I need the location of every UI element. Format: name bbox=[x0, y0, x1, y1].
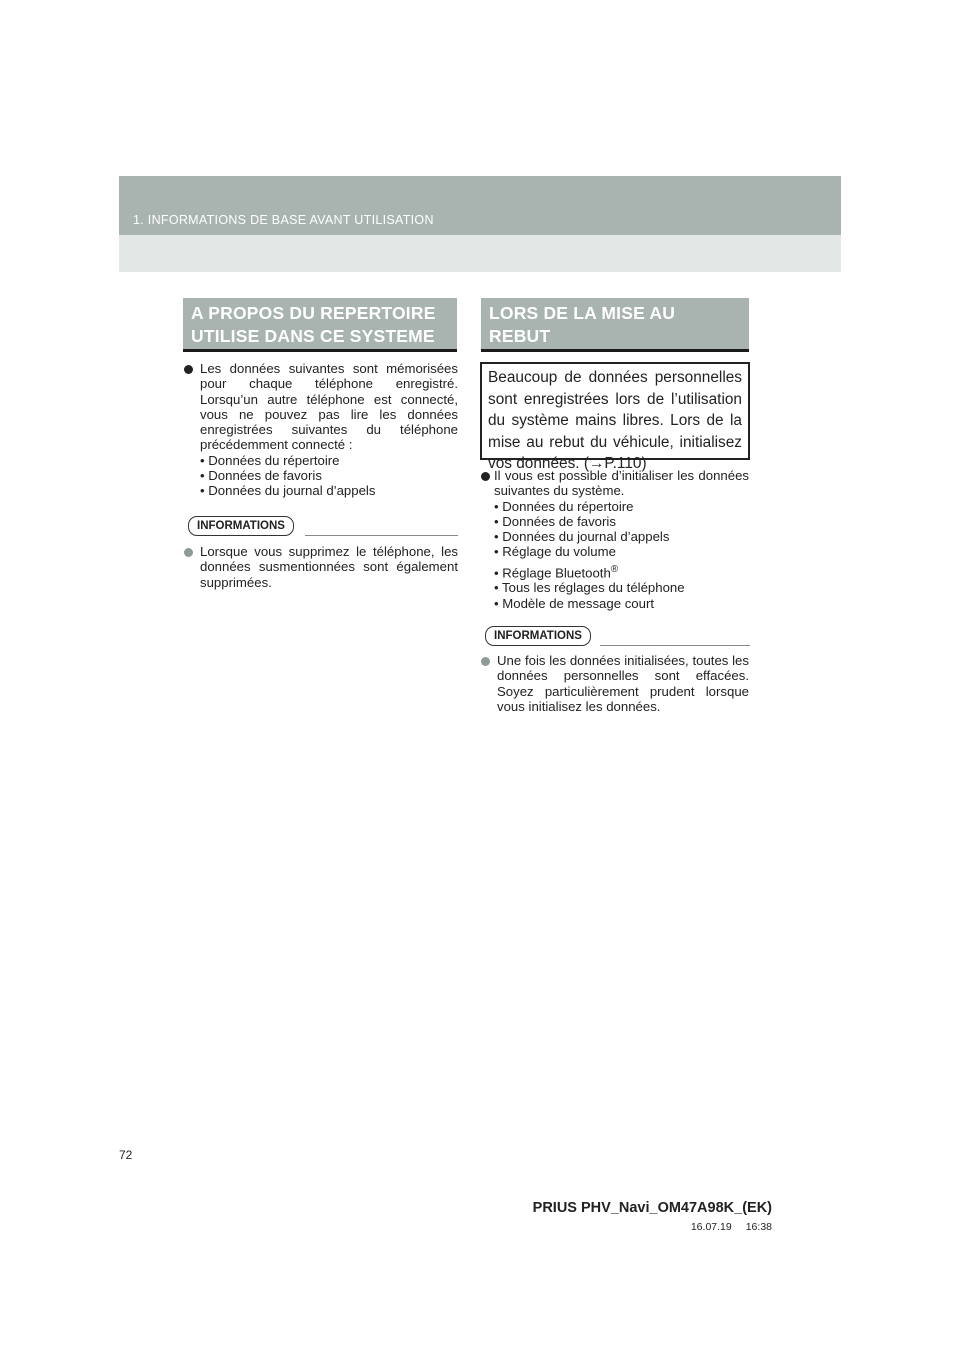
footer-time: 16:38 bbox=[745, 1221, 772, 1233]
header-band bbox=[119, 176, 841, 272]
left-heading-line2: UTILISE DANS CE SYSTEME bbox=[191, 326, 435, 346]
right-info-text bbox=[497, 653, 749, 714]
page-reference-link[interactable]: P.110) bbox=[604, 455, 647, 472]
left-bullet-text: Les données suivantes sont mémorisées pour chaque téléphone enregistré. Lorsqu’un autre téléphone est connecté, vous ne pouvez pas lire les données enregistrées suivantes du téléphone précédemment connecté : bbox=[200, 361, 458, 453]
right-bullet-paragraph bbox=[494, 468, 749, 611]
document-id: PRIUS PHV_Navi_OM47A98K_(EK) bbox=[532, 1200, 772, 1216]
left-info-rule bbox=[305, 535, 458, 536]
left-info-text bbox=[200, 544, 458, 590]
left-section-heading bbox=[183, 298, 457, 352]
list-item: • Tous les réglages du téléphone bbox=[494, 580, 685, 596]
registered-mark: ® bbox=[610, 563, 619, 575]
info-bullet-icon bbox=[481, 657, 490, 666]
left-heading-line1: A PROPOS DU REPERTOIRE bbox=[191, 303, 436, 323]
info-bullet-icon bbox=[184, 548, 193, 557]
right-heading-line2: DU VEHICULE bbox=[489, 349, 610, 369]
left-info-badge: INFORMATIONS bbox=[188, 516, 294, 536]
list-item-bluetooth bbox=[494, 562, 749, 581]
right-info-rule bbox=[600, 645, 750, 646]
left-bullet-paragraph bbox=[200, 361, 458, 499]
list-item: • Données du journal d’appels bbox=[200, 483, 376, 499]
notice-text: Beaucoup de données personnelles sont enregistrées lors de l’utilisation du système mains libres. Lors de la mise au rebut du véhicule, initialisez vos données. ( bbox=[488, 369, 742, 472]
section-title: 1. INFORMATIONS DE BASE AVANT UTILISATION bbox=[133, 213, 434, 227]
list-item: • Données du journal d’appels bbox=[494, 529, 670, 545]
footer-timestamp bbox=[691, 1221, 772, 1233]
list-item: • Données de favoris bbox=[494, 513, 616, 529]
notice-box bbox=[480, 362, 750, 472]
left-info-paragraph: Lorsque vous supprimez le téléphone, les données susmentionnées sont également supprimées. bbox=[200, 544, 458, 590]
list-item: • Données de favoris bbox=[200, 468, 322, 484]
bluetooth-label: • Réglage Bluetooth bbox=[494, 565, 611, 581]
footer-date: 16.07.19 bbox=[690, 1221, 732, 1233]
list-item: • Données du répertoire bbox=[494, 498, 634, 514]
list-item: • Modèle de message court bbox=[494, 595, 655, 611]
list-item: • Données du répertoire bbox=[200, 452, 340, 468]
right-info-badge: INFORMATIONS bbox=[485, 626, 591, 646]
right-info-paragraph: Une fois les données initialisées, toutes les données personnelles sont effacées. Soyez particulièrement prudent lorsque vous initialisez les données. bbox=[497, 653, 749, 714]
header-bar bbox=[119, 176, 841, 235]
arrow-icon: → bbox=[588, 455, 605, 472]
page-number: 72 bbox=[119, 1148, 133, 1162]
right-heading-line1: LORS DE LA MISE AU REBUT bbox=[489, 303, 676, 346]
bullet-icon bbox=[481, 472, 490, 481]
list-item: • Réglage du volume bbox=[494, 544, 616, 560]
bullet-icon bbox=[184, 365, 193, 374]
right-section-heading bbox=[481, 298, 749, 369]
right-bullet-text: Il vous est possible d’initialiser les données suivantes du système. bbox=[494, 468, 749, 499]
